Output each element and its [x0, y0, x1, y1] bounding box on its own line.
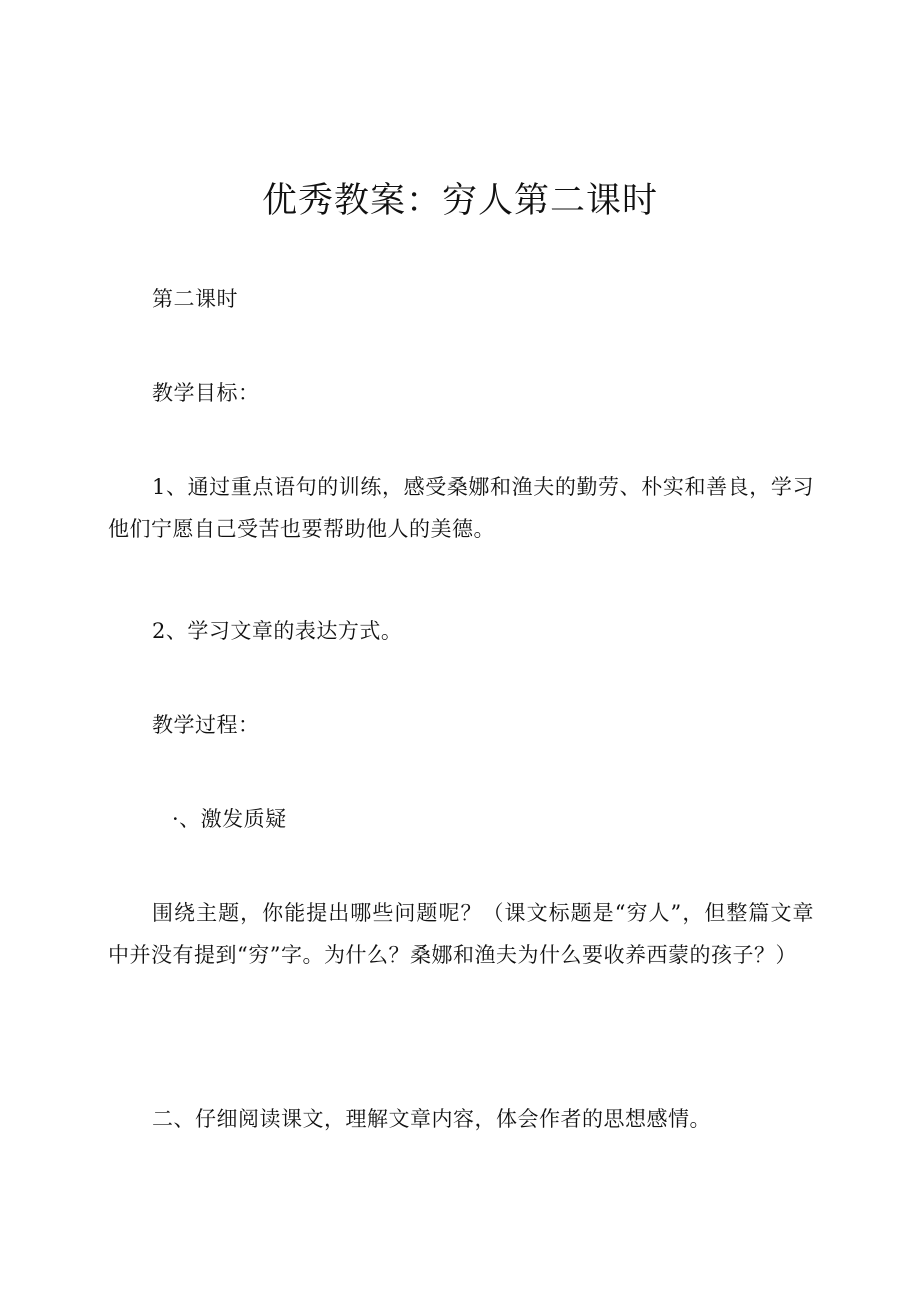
lesson-label: 第二课时 [152, 287, 238, 311]
objective-1: 1、通过重点语句的训练，感受桑娜和渔夫的勤劳、朴实和善良，学习他们宁愿自己受苦也要帮助他人的美德。 [108, 475, 814, 541]
step-2-heading: 二、仔细阅读课文，理解文章内容，体会作者的思想感情。 [152, 1107, 711, 1131]
objectives-heading: 教学目标： [152, 381, 260, 405]
objective-2: 2、学习文章的表达方式。 [152, 619, 403, 643]
step-1-body: 围绕主题，你能提出哪些问题呢？（课文标题是“穷人”，但整篇文章中并没有提到“穷”字。为什么？桑娜和渔夫为什么要收养西蒙的孩子？） [108, 901, 814, 967]
process-heading: 教学过程： [152, 713, 260, 737]
step-1-heading: ·、激发质疑 [172, 807, 287, 831]
page-title: 优秀教案：穷人第二课时 [261, 181, 658, 221]
